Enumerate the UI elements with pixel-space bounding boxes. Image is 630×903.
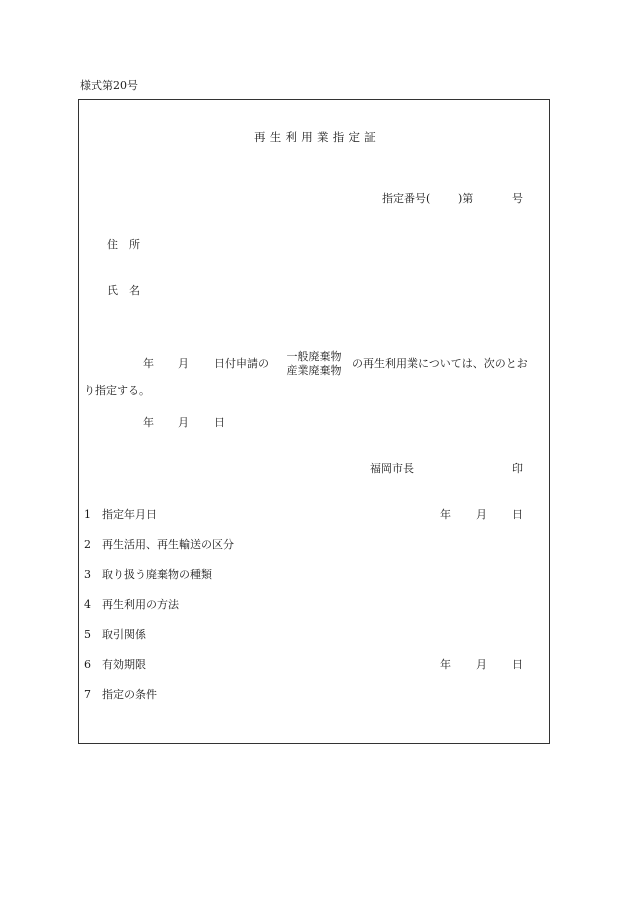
item-5-number: 5 xyxy=(84,628,91,641)
statement-line2: り指定する。 xyxy=(84,384,150,397)
item-2-label: 再生活用、再生輸送の区分 xyxy=(102,538,234,551)
item-1-month: 月 xyxy=(476,508,487,521)
item-1-number: 1 xyxy=(84,508,91,521)
statement-month: 月 xyxy=(178,357,189,370)
mayor-label: 福岡市長 xyxy=(370,462,414,475)
issue-day: 日 xyxy=(214,416,225,429)
waste-general-text: 一般廃棄物 xyxy=(286,350,342,363)
item-3-label: 取り扱う廃棄物の種類 xyxy=(102,568,212,581)
certificate-title: 再 生 利 用 業 指 定 証 xyxy=(253,130,377,144)
item-6-day: 日 xyxy=(512,658,523,671)
statement-rest: の再生利用業については、次のとお xyxy=(352,357,528,370)
item-1-day: 日 xyxy=(512,508,523,521)
item-6-month: 月 xyxy=(476,658,487,671)
designation-number-mid: )第 xyxy=(458,192,474,205)
name-label: 氏 名 xyxy=(107,284,140,297)
statement-year: 年 xyxy=(143,357,154,370)
designation-number-prefix: 指定番号( xyxy=(382,192,431,205)
waste-industrial-text: 産業廃棄物 xyxy=(286,364,342,377)
item-4-number: 4 xyxy=(84,598,91,611)
item-6-label: 有効期限 xyxy=(102,658,146,671)
item-6-number: 6 xyxy=(84,658,91,671)
item-5-label: 取引関係 xyxy=(102,628,146,641)
form-number-label: 様式第20号 xyxy=(80,79,138,92)
item-7-number: 7 xyxy=(84,688,91,701)
issue-year: 年 xyxy=(143,416,154,429)
item-3-number: 3 xyxy=(84,568,91,581)
waste-type-stack xyxy=(283,350,345,378)
item-4-label: 再生利用の方法 xyxy=(102,598,179,611)
address-label: 住 所 xyxy=(107,238,140,251)
item-1-label: 指定年月日 xyxy=(102,508,157,521)
item-1-year: 年 xyxy=(440,508,451,521)
statement-day-applied: 日付申請の xyxy=(214,357,269,370)
item-2-number: 2 xyxy=(84,538,91,551)
item-6-year: 年 xyxy=(440,658,451,671)
seal-mark: 印 xyxy=(512,462,523,475)
issue-month: 月 xyxy=(178,416,189,429)
item-7-label: 指定の条件 xyxy=(102,688,157,701)
designation-number-suffix: 号 xyxy=(512,192,523,205)
